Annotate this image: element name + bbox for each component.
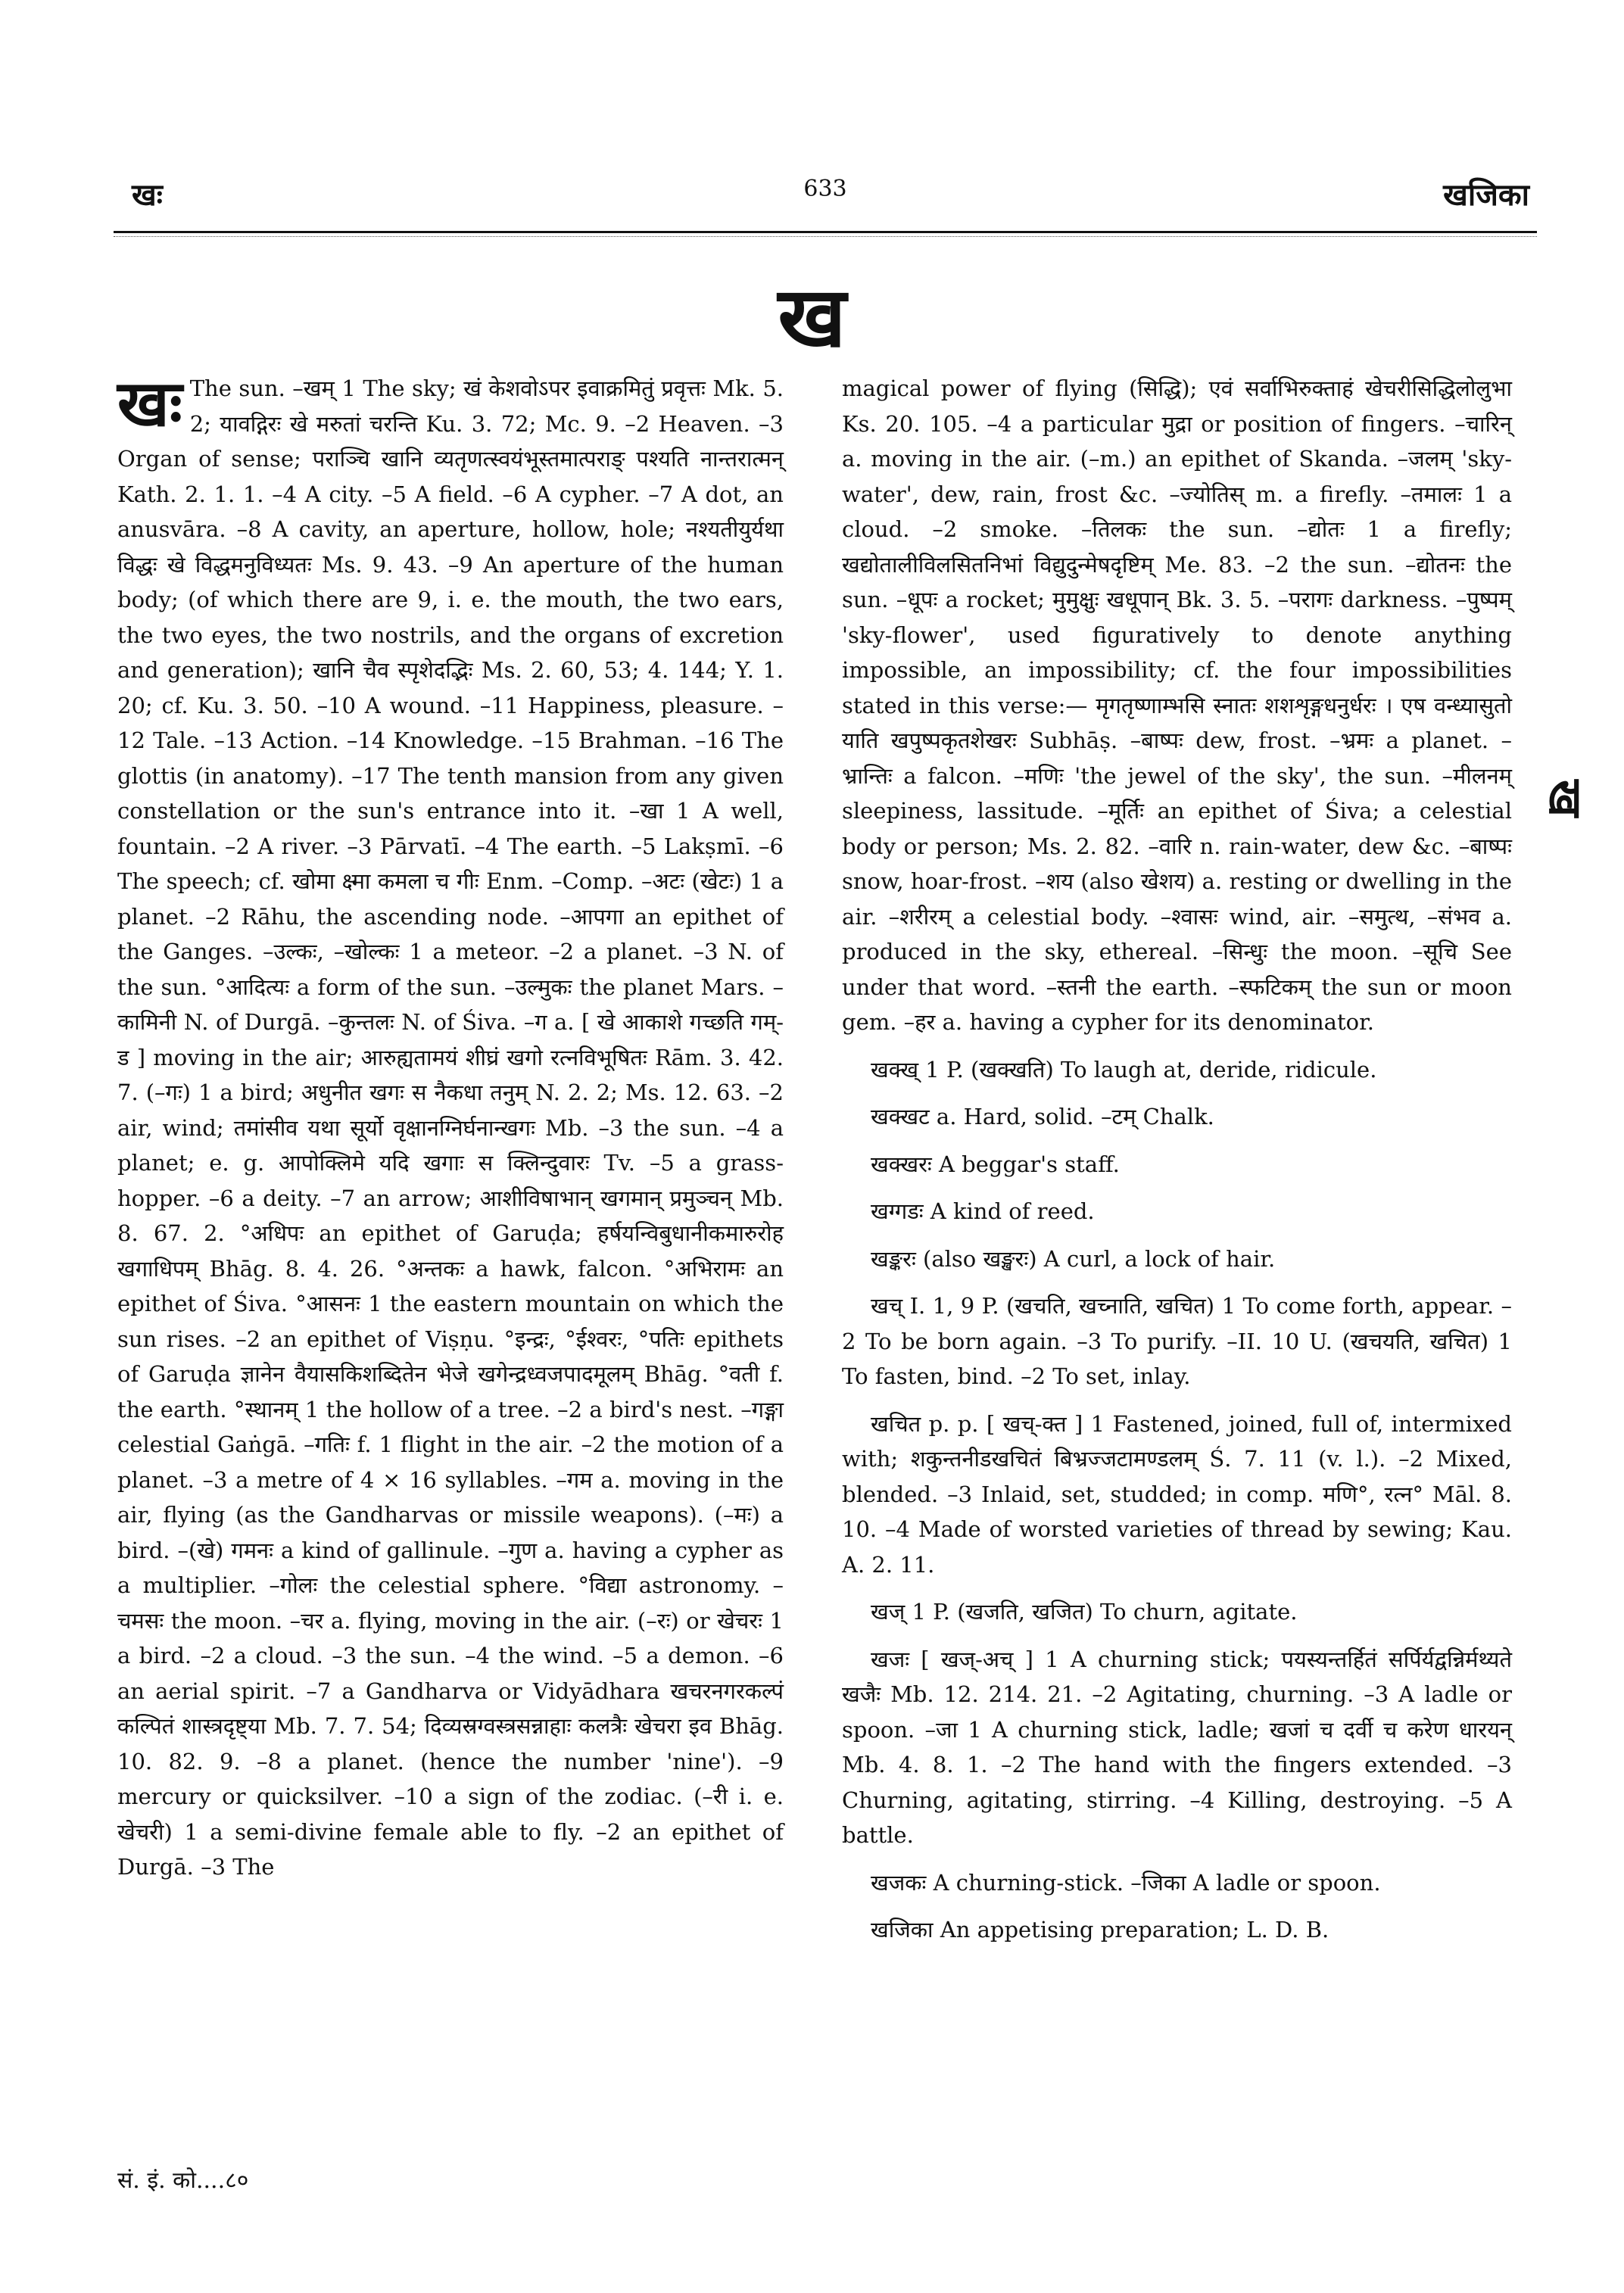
- header-right-guide-word: खजिका: [1443, 177, 1529, 213]
- header-dotted-rule: [114, 236, 1537, 237]
- entry-khajika: खजिका An appetising preparation; L. D. B.: [871, 1917, 1329, 1943]
- entry-khakkhara: खक्खरः A beggar's staff.: [871, 1151, 1120, 1177]
- entry-khaggada: खग्गडः A kind of reed.: [871, 1198, 1095, 1224]
- entry-kha-text: The sun. –खम् 1 The sky; खं केशवोऽपर इवाक्रमितुं प्रवृत्तः Mk. 5. 2; यावद्गिरः खे मरुतां चरन्ति Ku. 3. 72; Mc. 9. –2 Heaven. –3 Organ of sense; पराञ्चि खानि व्यतृणत्स्वयंभूस्तमात्पराङ् पश्यति नान्तरात्मन् Kath. 2. 1. 1. –4 A city. –5 A field. –6 A cypher. –7 A dot, an anusvāra. –8 A cavity, an aperture, hollow, hole; नश्यतीयुर्यथा विद्धः खे विद्धमनुविध्यतः Ms. 9. 43. –9 An aperture of the human body; (of which there are 9, i. e. the mouth, the two ears, the two eyes, the two nostrils, and the organs of excretion and generation); खानि चैव स्पृशेदद्भिः Ms. 2. 60, 53; 4. 144; Y. 1. 20; cf. Ku. 3. 50. –10 A wound. –11 Happiness, pleasure. –12 Tale. –13 Action. –14 Knowledge. –15 Brahman. –16 The glottis (in anatomy). –17 The tenth mansion from any given constellation or the sun's entrance into it. –खा 1 A well, fountain. –2 A river. –3 Pārvatī. –4 The earth. –5 Lakṣmī. –6 The speech; cf. खोमा क्ष्मा कमला च गीः Enm. –Comp. –अटः (खेटः) 1 a planet. –2 Rāhu, the ascending node. –आपगा an epithet of the Ganges. –उल्कः, –खोल्कः 1 a meteor. –2 a planet. –3 N. of the sun. °आदित्यः a form of the sun. –उल्मुकः the planet Mars. –कामिनी N. of Durgā. –कुन्तलः N. of Śiva. –ग a. [ खे आकाशे गच्छति गम्-ड ] moving in the air; आरुह्यतामयं शीघ्रं खगो रत्नविभूषितः Rām. 3. 42. 7. (–गः) 1 a bird; अधुनीत खगः स नैकधा तनुम् N. 2. 2; Ms. 12. 63. –2 air, wind; तमांसीव यथा सूर्यो वृक्षानग्निर्घनान्खगः Mb. –3 the sun. –4 a planet; e. g. आपोक्लिमे यदि खगाः स क्लिन्दुवारः Tv. –5 a grass-hopper. –6 a deity. –7 an arrow; आशीविषाभान् खगमान् प्रमुञ्चन् Mb. 8. 67. 2. °अधिपः an epithet of Garuḍa; हर्षयन्विबुधानीकमारुरोह खगाधिपम् Bhāg. 8. 4. 26. °अन्तकः a hawk, falcon. °अभिरामः an epithet of Śiva. °आसनः 1 the eastern mountain on which the sun rises. –2 an epithet of Viṣṇu. °इन्द्रः, °ईश्वरः, °पतिः epithets of Garuḍa ज्ञानेन वैयासकिशब्दितेन भेजे खगेन्द्रध्वजपादमूलम् Bhāg. °वती f. the earth. °स्थानम् 1 the hollow of a tree. –2 a bird's nest. –गङ्गा celestial Gaṅgā. –गतिः f. 1 flight in the air. –2 the motion of a planet. –3 a metre of 4 × 16 syllables. –गम a. moving in the air, flying (as the Gandharvas or missile weapons). (–मः) a bird. –(खे) गमनः a kind of gallinule. –गुण a. having a cypher as a multiplier. –गोलः the celestial sphere. °विद्या astronomy. –चमसः the moon. –चर a. flying, moving in the air. (–रः) or खेचरः 1 a bird. –2 a cloud. –3 the sun. –4 the wind. –5 a demon. –6 an aerial spirit. –7 a Gandharva or Vidyādhara खचरनगरकल्पं कल्पितं शास्त्रदृष्ट्या Mb. 7. 7. 54; दिव्यस्रग्वस्त्रसन्नाहाः कलत्रैः खेचरा इव Bhāg. 10. 82. 9. –8 a planet. (hence the number 'nine'). –9 mercury or quicksilver. –10 a sign of the zodiac. (–री i. e. खेचरी) 1 a semi-divine female able to fly. –2 an epithet of Durgā. –3 The: [117, 375, 784, 1880]
- entry-kha: [117, 366, 784, 1885]
- entry-khakkhata: खक्खट a. Hard, solid. –टम् Chalk.: [871, 1104, 1214, 1129]
- header-left-guide-word: खः: [132, 177, 163, 213]
- header-rule: [114, 231, 1537, 233]
- page-number: 633: [803, 176, 847, 202]
- entry-khajaka: खजकः A churning-stick. –जिका A ladle or spoon.: [871, 1869, 1381, 1896]
- entry-khaja: खजः [ खज्-अच् ] 1 A churning stick; पयस्यन्तर्हितं सर्पिर्यद्वन्निर्मथ्यते खजैः Mb. 12. 214. 21. –2 Agitating, churning. –3 A ladle or spoon. –जा 1 A churning stick, ladle; खजां च दर्वी च करेण धारयन् Mb. 4. 8. 1. –2 The hand with the fingers extended. –3 Churning, agitating, stirring. –4 Killing, destroying. –5 A battle.: [842, 1646, 1512, 1848]
- entry-khakkh: खक्ख् 1 P. (खक्खति) To laugh at, deride, ridicule.: [871, 1056, 1377, 1083]
- footer-signature-mark: सं. इं. को....८०: [117, 2167, 249, 2194]
- running-header: [114, 168, 1537, 213]
- entry-khaj: खज् 1 P. (खजति, खजित) To churn, agitate.: [871, 1599, 1298, 1625]
- section-letter: ख: [778, 268, 846, 366]
- entry-khacita: खचित p. p. [ खच्-क्त ] 1 Fastened, joined, full of, intermixed with; शकुन्तनीडखचितं बिभ्रज्जटामण्डलम् Ś. 7. 11 (v. l.). –2 Mixed, blended. –3 Inlaid, set, studded; in comp. मणि°, रत्न° Māl. 8. 10. –4 Made of worsted varieties of thread by sewing; Kau. A. 2. 11.: [842, 1410, 1512, 1578]
- entry-kha-continuation: magical power of flying (सिद्धि); एवं सर्वाभिरुक्ताहं खेचरीसिद्धिलोलुभा Ks. 20. 105. –4 a particular मुद्रा or position of fingers. –चारिन् a. moving in the air. (–m.) an epithet of Skanda. –जलम् 'sky-water', dew, rain, frost &c. –ज्योतिस् m. a firefly. –तमालः 1 a cloud. –2 smoke. –तिलकः the sun. –द्योतः 1 a firefly; खद्योतालीविलसितनिभां विद्युदुन्मेषदृष्टिम् Me. 83. –2 the sun. –द्योतनः the sun. –धूपः a rocket; मुमुक्षुः खधूपान् Bk. 3. 5. –परागः darkness. –पुष्पम् 'sky-flower', used figuratively to denote anything impossible, an impossibility; cf. the four impossibilities stated in this verse:— मृगतृष्णाम्भसि स्नातः शशशृङ्गधनुर्धरः । एष वन्ध्यासुतो याति खपुष्पकृतशेखरः Subhāṣ. –बाष्पः dew, frost. –भ्रमः a planet. –भ्रान्तिः a falcon. –मणिः 'the jewel of the sky', the sun. –मीलनम् sleepiness, lassitude. –मूर्तिः an epithet of Śiva; a celestial body or person; Ms. 2. 82. –वारि n. rain-water, dew &c. –बाष्पः snow, hoar-frost. –शय (also खेशय) a. resting or dwelling in the air. –शरीरम् a celestial body. –श्वासः wind, air. –समुत्थ, –संभव a. produced in the sky, ethereal. –सिन्धुः the moon. –सूचि See under that word. –स्तनी the earth. –स्फटिकम् the sun or moon gem. –हर a. having a cypher for its denominator.: [842, 375, 1512, 1035]
- right-column: [842, 371, 1512, 1960]
- entry-khankara: खङ्करः (also खङ्खरः) A curl, a lock of hair.: [871, 1245, 1276, 1272]
- thumb-index-tab: ख: [1538, 780, 1591, 818]
- entry-khac: खच् I. 1, 9 P. (खचति, खच्नाति, खचित) 1 To come forth, appear. –2 To be born again. –3 To purify. –II. 10 U. (खचयति, खचित) 1 To fasten, bind. –2 To set, inlay.: [842, 1293, 1512, 1389]
- dropcap-headword: खः: [117, 366, 182, 441]
- left-column: [117, 366, 784, 1896]
